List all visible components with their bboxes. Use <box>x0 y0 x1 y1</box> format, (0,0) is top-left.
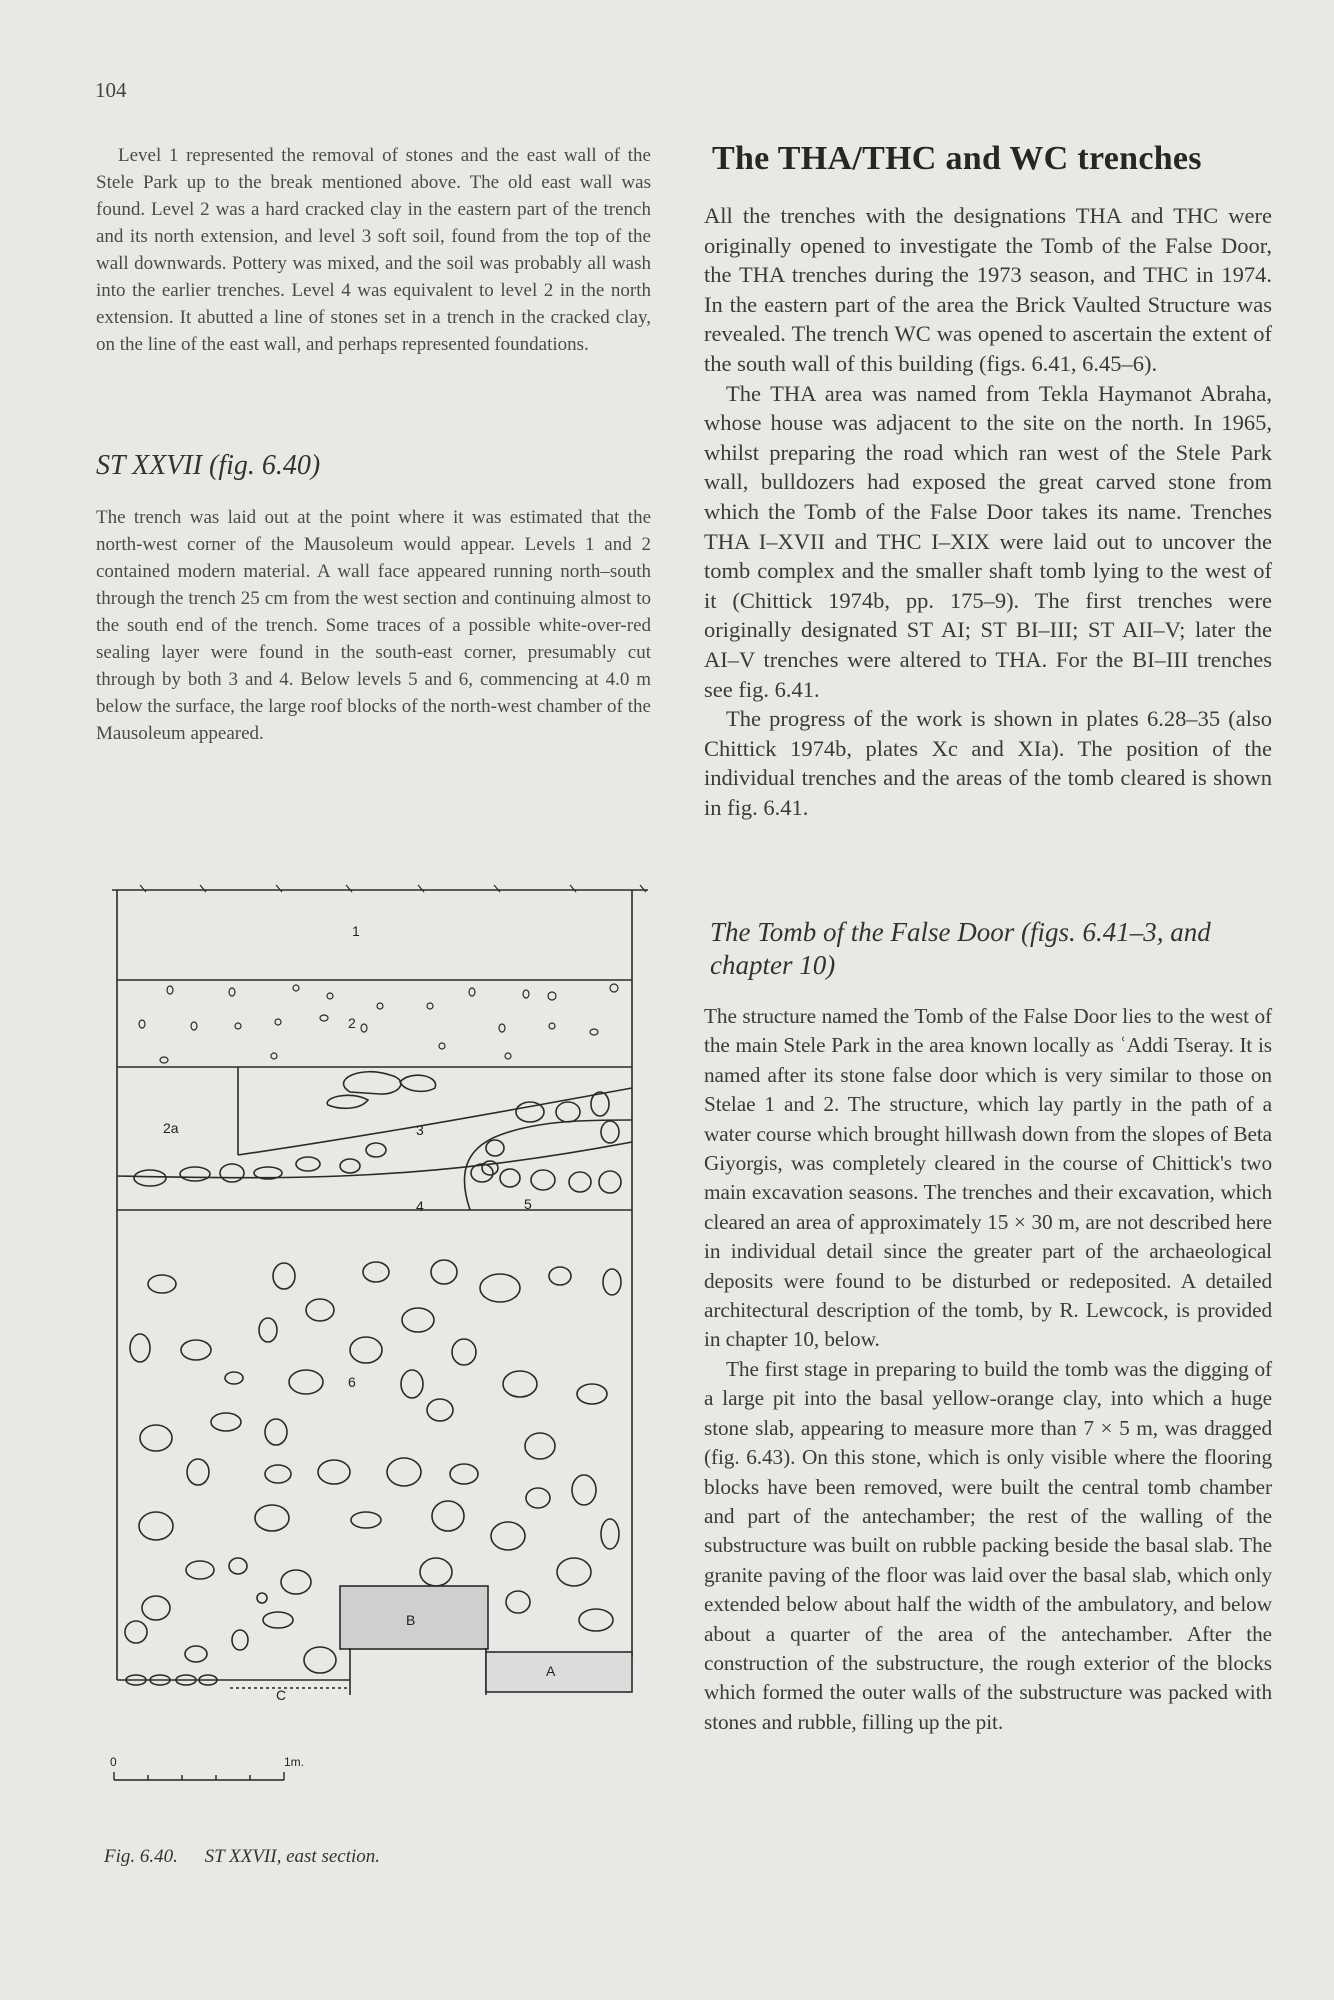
scale-bar <box>114 1772 284 1780</box>
right-section-heading: The THA/THC and WC trenches <box>712 140 1202 177</box>
scale-end-label: 1m. <box>284 1755 305 1769</box>
label-A: A <box>546 1663 556 1679</box>
label-5: 5 <box>524 1196 532 1212</box>
left-paragraph-2: The trench was laid out at the point where it was estimated that the north-west corner of the Mausoleum would appear. Levels 1 and 2 contained modern material. A wall face appeared running north–south through the trench 25 cm from the west section and continuing almost to the south end of the trench. Some traces of a possible white-over-red sealing layer were found in the south-east corner, presumably cut through by both 3 and 4. Below levels 5 and 6, commencing at 4.0 m below the surface, the large roof blocks of the north-west chamber of the Mausoleum appeared. <box>96 507 651 744</box>
right-column-text-2 <box>704 1002 1272 1737</box>
label-B: B <box>406 1612 416 1628</box>
left-section-heading: ST XXVII (fig. 6.40) <box>96 450 321 481</box>
label-2a: 2a <box>163 1120 179 1136</box>
figure-caption-number: Fig. 6.40. <box>104 1846 178 1867</box>
label-6: 6 <box>348 1374 356 1390</box>
section-drawing <box>100 880 660 1800</box>
left-column-text-2 <box>96 504 651 747</box>
figure-caption-text: ST XXVII, east section. <box>204 1846 381 1867</box>
left-column-text <box>96 142 651 358</box>
right-column-text <box>704 201 1272 822</box>
right-paragraph-3: The progress of the work is shown in plates 6.28–35 (also Chittick 1974b, plates Xc and XIa). The position of the individual trenches and the areas of the tomb cleared is shown in fig. 6.41. <box>704 706 1272 820</box>
right-paragraph-4: The structure named the Tomb of the False Door lies to the west of the main Stele Park in the area known locally as ʿAddi Tseray. It is named after its stone false door which is very similar to those on Stelae 1 and 2. The structure, which lay partly in the path of a water course which brought hillwash down from the slopes of Beta Giyorgis, was completely cleared in the course of Chittick's two main excavation seasons. The trenches and their excavation, which cleared an area of approximately 15 × 30 m, are not described here in individual detail since the greater part of the archaeological deposits were found to be disturbed or redeposited. A detailed architectural description of the tomb, by R. Lewcock, is provided in chapter 10, below. <box>704 1004 1272 1352</box>
label-1: 1 <box>352 923 360 939</box>
figure-caption <box>104 1846 402 1868</box>
right-paragraph-5: The first stage in preparing to build the tomb was the digging of a large pit into the basal yellow-orange clay, into which a huge stone slab, appearing to measure more than 7 × 5 m, was dragged (fig. 6.43). On this stone, which is only visible where the flooring blocks have been removed, were built the central tomb chamber and part of the antechamber; the rest of the walling of the substructure was built on rubble packing beside the basal slab. The granite paving of the floor was laid over the basal slab, which only extended below about half the width of the ambulatory, and below about a quarter of the area of the antechamber. After the construction of the substructure, the rough exterior of the blocks which formed the outer walls of the substructure was packed with stones and rubble, filling up the pit. <box>704 1356 1272 1734</box>
label-2: 2 <box>348 1015 356 1031</box>
label-4: 4 <box>416 1198 424 1214</box>
right-subheading: The Tomb of the False Door (figs. 6.41–3, and chapter 10) <box>710 917 1211 980</box>
right-paragraph-2: The THA area was named from Tekla Haymanot Abraha, whose house was adjacent to the site on the north. In 1965, whilst preparing the road which ran west of the Stele Park wall, bulldozers had exposed the great carved stone from which the Tomb of the False Door takes its name. Trenches THA I–XVII and THC I–XIX were laid out to uncover the tomb complex and the smaller shaft tomb lying to the west of it (Chittick 1974b, pp. 175–9). The first trenches were originally designated ST AI; ST BI–III; ST AII–V; later the AI–V trenches were altered to THA. For the BI–III trenches see fig. 6.41. <box>704 380 1272 702</box>
left-paragraph-1: Level 1 represented the removal of stones and the east wall of the Stele Park up to the break mentioned above. The old east wall was found. Level 2 was a hard cracked clay in the eastern part of the trench and its north extension, and level 3 soft soil, found from the top of the wall downwards. Pottery was mixed, and the soil was probably all wash into the earlier trenches. Level 4 was equivalent to level 2 in the north extension. It abutted a line of stones set in a trench in the cracked clay, on the line of the east wall, and perhaps represented foundations. <box>96 145 651 355</box>
label-C: C <box>276 1687 287 1703</box>
right-paragraph-1: All the trenches with the designations THA and THC were originally opened to investigate the Tomb of the False Door, the THA trenches during the 1973 season, and THC in 1974. In the eastern part of the area the Brick Vaulted Structure was revealed. The trench WC was opened to ascertain the extent of the south wall of this building (figs. 6.41, 6.45–6). <box>704 203 1272 376</box>
scale-start-label: 0 <box>110 1755 117 1769</box>
page-number: 104 <box>95 78 127 102</box>
label-3: 3 <box>416 1122 424 1138</box>
